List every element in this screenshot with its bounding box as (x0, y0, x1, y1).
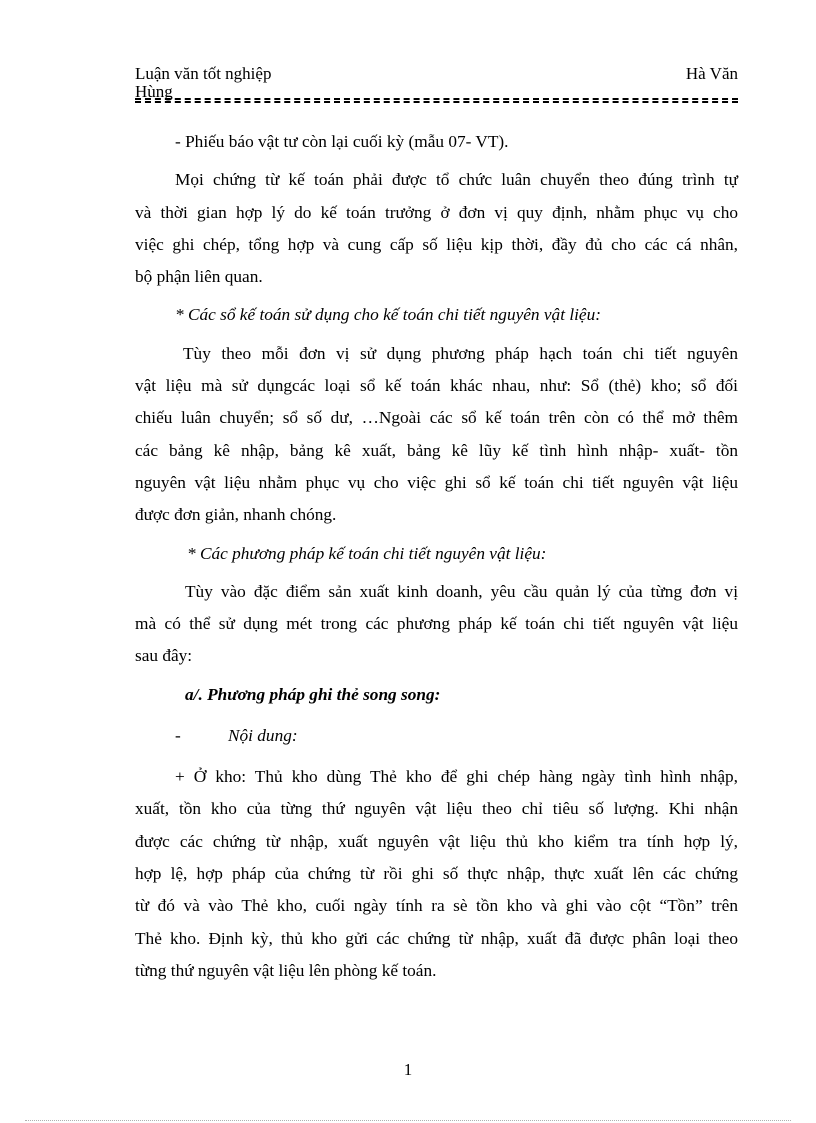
dash-item-label: Nội dung: (228, 726, 298, 746)
paragraph-line: Tùy theo mỗi đơn vị sử dụng phương pháp hạch toán chi tiết nguyên (183, 343, 738, 363)
paragraph-line: + Ở kho: Thủ kho dùng Thẻ kho để ghi chép hàng ngày tình hình nhập, (175, 767, 738, 787)
header-title: Luận văn tốt nghiệp (135, 64, 272, 83)
paragraph-line: việc ghi chép, tổng hợp và cung cấp số liệu kịp thời, đầy đủ cho các cá nhân, (135, 234, 738, 254)
paragraph-form-list-item: - Phiếu báo vật tư còn lại cuối kỳ (mẫu 07- VT). (175, 132, 509, 151)
dash-bullet: - (175, 726, 181, 746)
section-heading-ledgers: * Các sổ kế toán sử dụng cho kế toán chi tiết nguyên vật liệu: (175, 305, 601, 325)
paragraph-line: mà có thể sử dụng mét trong các phương pháp kế toán chi tiết nguyên vật liệu (135, 614, 738, 634)
paragraph-line: nguyên vật liệu nhằm phục vụ cho việc ghi sổ kế toán chi tiết nguyên vật liệu (135, 472, 738, 492)
paragraph-line: được các chứng từ nhập, xuất nguyên vật liệu thủ kho kiểm tra tính hợp lý, (135, 831, 738, 851)
paragraph-warehouse (135, 761, 738, 987)
paragraph-line: sau đây: (135, 646, 193, 666)
paragraph-line: các bảng kê nhập, bảng kê xuất, bảng kê lũy kế tình hình nhập- xuất- tồn (135, 440, 738, 460)
footer-divider (25, 1120, 791, 1121)
paragraph-line: chiếu luân chuyển; sổ số dư, …Ngoài các sổ kế toán trên còn có thể mở thêm (135, 408, 738, 428)
document-body (135, 126, 738, 987)
subsection-heading-parallel-card: a/. Phương pháp ghi thẻ song song: (185, 684, 441, 704)
paragraph-line: bộ phận liên quan. (135, 267, 263, 287)
paragraph-line: Tùy vào đặc điểm sản xuất kinh doanh, yêu cầu quản lý của từng đơn vị (185, 581, 738, 601)
paragraph-line: vật liệu mà sử dụngcác loại sổ kế toán khác nhau, như: Sổ (thẻ) kho; sổ đối (135, 376, 738, 396)
paragraph-line: từng thứ nguyên vật liệu lên phòng kế toán. (135, 960, 437, 980)
section-heading-methods: * Các phương pháp kế toán chi tiết nguyên vật liệu: (187, 543, 547, 563)
paragraph-line: Mọi chứng từ kế toán phải được tổ chức luân chuyển theo đúng trình tự (175, 170, 738, 190)
page-number: 1 (403, 1060, 413, 1079)
header-divider (135, 98, 738, 103)
dash-item-content (135, 717, 738, 755)
paragraph-line: hợp lệ, hợp pháp của chứng từ rồi ghi số thực nhập, thực xuất lên các chứng (135, 863, 738, 883)
paragraph-line: xuất, tồn kho của từng thứ nguyên vật liệu theo chỉ tiêu số lượng. Khi nhận (135, 799, 738, 819)
paragraph-line: Thẻ kho. Định kỳ, thủ kho gửi các chứng từ nhập, xuất đã được phân loại theo (135, 928, 738, 948)
header-author-first: Hà Văn (685, 64, 738, 83)
paragraph-methods (135, 576, 738, 673)
paragraph-line: từ đó và vào Thẻ kho, cuối ngày tính ra sè tồn kho và ghi vào cột “Tồn” trên (135, 896, 738, 916)
paragraph-line: được đơn giản, nhanh chóng. (135, 505, 337, 525)
paragraph-ledgers (135, 338, 738, 532)
paragraph-document-flow (135, 164, 738, 293)
paragraph-line: và thời gian hợp lý do kế toán trưởng ở đơn vị quy định, nhằm phục vụ cho (135, 202, 738, 222)
header-author-last: Hùng (135, 82, 173, 101)
